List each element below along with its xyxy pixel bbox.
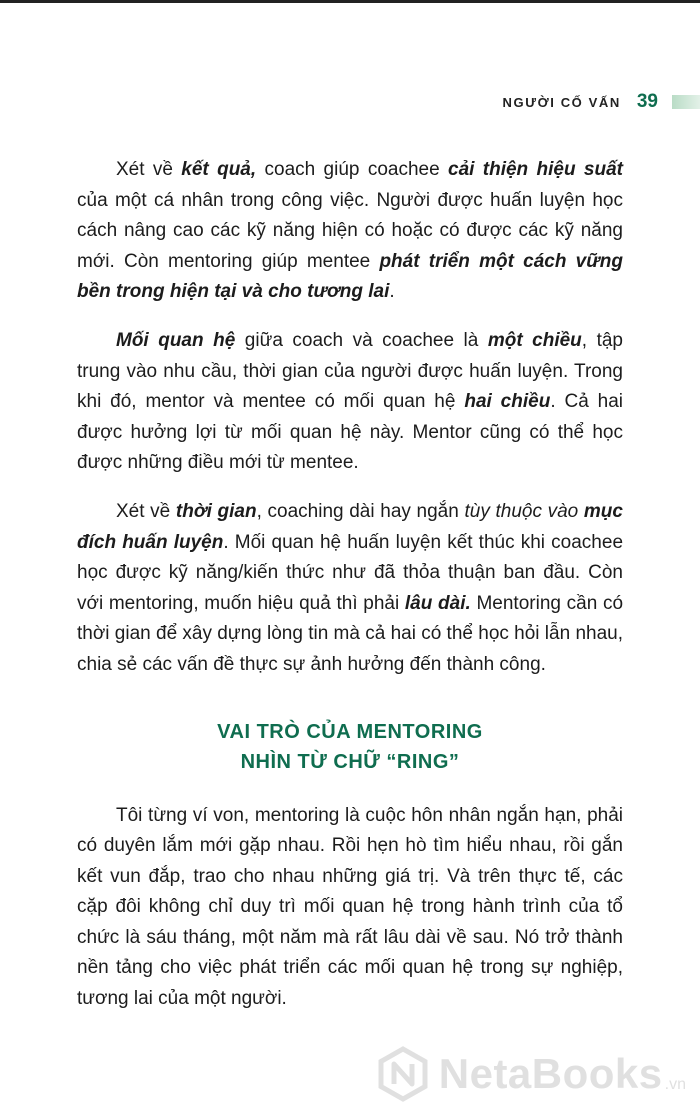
netabooks-logo-icon [375,1046,431,1102]
emphasis-bold-italic: cải thiện hiệu suất [448,159,623,180]
paragraph-ring: Tôi từng ví von, mentoring là cuộc hôn nhân ngắn hạn, phải có duyên lắm mới gặp nhau. Rồi hẹn hò tìm hiểu nhau, rồi gắn kết vun đắp, trao cho nhau những giá trị. Và trên thực tế, các cặp đôi không chỉ duy trì mối quan hệ trong hành trình của tổ chức là sáu tháng, một năm mà rất lâu dài về sau. Nó trở thành nền tảng cho việc phát triển các mối quan hệ trong sự nghiệp, tương lai của một người. [77,804,623,1010]
emphasis-bold-italic: kết quả, [181,159,257,180]
text-run: của một cá nhân trong công việc. Người được huấn luyện học cách nâng cao các kỹ năng hiện có hoặc có được các kỹ năng mới. Còn mentoring giúp mentee [77,189,623,272]
emphasis-bold-italic: phát triển một cách vững bền trong hiện tại và cho tương lai [77,250,623,303]
paragraph-relationship [77,326,623,479]
running-title: NGƯỜI CỐ VẤN [502,94,621,110]
emphasis-bold-italic: hai chiều [464,391,551,413]
page-header [503,88,700,116]
page-body [77,155,623,1033]
paragraph-results [77,155,623,308]
emphasis-bold-italic: Mối quan hệ [116,329,236,351]
text-run: Xét về [116,500,176,522]
text-run: Mentoring cần có thời gian để xây dựng lòng tin mà cả hai có thể học hỏi lẫn nhau, chia sẻ các vấn đề thực sự ảnh hưởng đến thành công. [77,592,624,675]
paragraph-time [77,497,623,681]
emphasis-bold-italic: mục đích huấn luyện [77,500,623,553]
text-run: , tập trung vào nhu cầu, thời gian của người được huấn luyện. Trong khi đó, mentor và mentee có mối quan hệ [77,329,623,413]
text-run: coach giúp coachee [256,159,449,180]
emphasis-bold-italic: lâu dài. [404,592,471,614]
section-heading-line-2: NHÌN TỪ CHỮ “RING” [240,750,460,773]
watermark-brand: NetaBooks [438,1050,663,1097]
top-border-rule [0,0,700,3]
text-run: Xét về [116,159,182,180]
emphasis-bold-italic: một chiều [487,329,582,351]
watermark-suffix: .vn [664,1076,686,1093]
text-run: . [389,281,395,303]
text-run: . Mối quan hệ huấn luyện kết thúc khi coachee học được kỹ năng/kiến thức như đã thỏa thuận ban đầu. Còn với mentoring, muốn hiệu quả thì phải [77,531,624,614]
header-tab-bar [672,95,700,109]
text-run: , coaching dài hay ngắn [256,500,465,522]
watermark [375,1046,686,1102]
text-run: giữa coach và coachee là [235,329,488,351]
emphasis-bold-italic: thời gian [175,500,257,522]
section-heading [77,717,623,777]
text-run: . Cả hai được hưởng lợi từ mối quan hệ này. Mentor cũng có thể học được những điều mới từ mentee. [77,391,624,474]
emphasis-italic: tùy thuộc vào [464,500,579,522]
page-number: 39 [636,91,658,112]
section-heading-line-1: VAI TRÒ CỦA MENTORING [217,720,483,743]
